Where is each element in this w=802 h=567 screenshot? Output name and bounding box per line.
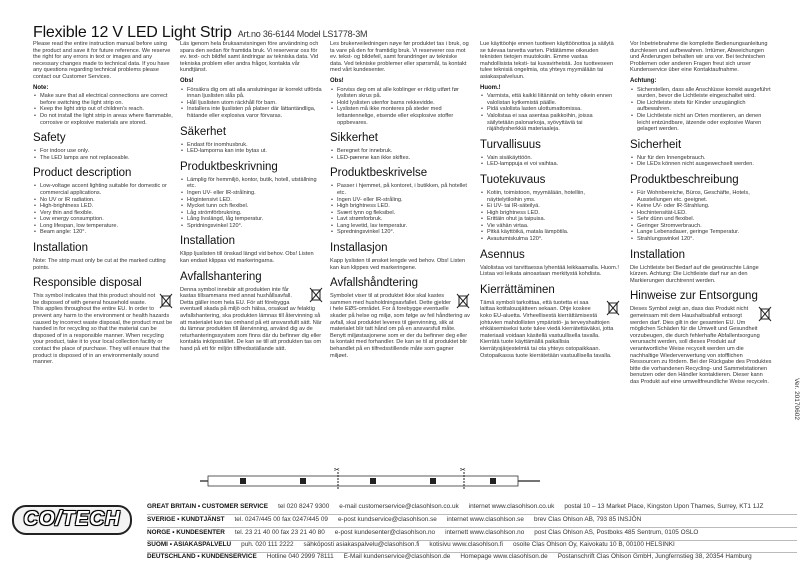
description-item: • Für Wohnbereiche, Büros, Geschäfte, Hotels, Ausstellungen etc. geeignet.	[630, 190, 772, 203]
description-heading: Tuotekuvaus	[480, 173, 546, 186]
led-chip	[370, 478, 376, 484]
description-item: • Beam angle: 120°.	[33, 229, 173, 236]
footer-tel: Hotline 040 2999 78111	[266, 553, 334, 560]
column-norwegian	[330, 41, 470, 461]
description-item: • Ingen UV- eller IR-stråling.	[330, 197, 470, 204]
intro-text: Les brukerveiledningen nøye før produktet tas i bruk, og ta vare på den for framtidig bruk. Vi reserverer oss mot ev. tekst- og bildefeil, samt forandringer av tekniske data. Ved tekniske problemer eller spørsmål, ta kontakt med vårt kundesenter.	[330, 41, 469, 74]
description-item: • Avautumiskulma 120°.	[480, 236, 620, 243]
note-item: • Försäkra dig om att alla anslutningar är korrekt utförda innan ljuslisten slås på.	[180, 87, 323, 100]
description-item: • Sehr dünn und flexibel.	[630, 216, 772, 223]
footer-web: internett www.clasohlson.no	[445, 529, 525, 536]
safety-heading: Säkerhet	[180, 125, 227, 138]
safety-item: • The LED lamps are not replaceable.	[33, 155, 173, 162]
footer-tel: tel. 23 21 40 00 fax 23 21 40 80	[234, 529, 325, 536]
description-list	[630, 190, 772, 243]
description-item: • Ei UV- tai IR-säteilyä.	[480, 203, 620, 210]
description-item: • Lång livslängd, låg temperatur.	[180, 216, 323, 223]
description-item: • Lange Lebensdauer, geringe Temperatur.	[630, 229, 772, 236]
footer-divider	[147, 527, 797, 528]
footer-post: post Clas Ohlson AS, Postboks 485 Sentrum, 0105 OSLO	[534, 529, 699, 536]
description-item: • Högintensivt LED.	[180, 197, 323, 204]
safety-list	[330, 148, 470, 161]
scissors-icon: ✂	[334, 466, 340, 474]
footer-row	[147, 553, 762, 562]
column-english	[33, 41, 173, 461]
installation-text: Note: The strip must only be cut at the marked cutting points.	[33, 258, 166, 271]
footer-tel: tel. 0247/445 00 fax 0247/445 09	[234, 516, 328, 523]
disposal-body: This symbol indicates that this product should not be disposed of with general household waste. This applies throughout the entire EU. In order to prevent any harm to the environment or health hazards caused by incorrect waste disposal, the product must be handed in for recycling so that the material can be disposed of in a responsible manner. When recycling your product, take it to your local collection facility or contact the place of purchase. They will ensure that the product is disposed of in an environmentally sound manner.	[33, 293, 173, 366]
safety-item: • LED-lamppuja ei voi vaihtaa.	[480, 161, 620, 168]
description-item: • Low-voltage accent lighting suitable for domestic or commercial applications.	[33, 183, 173, 196]
note-heading: Obs!	[330, 77, 344, 84]
description-item: • Kotiin, toimistoon, myymälään, hotelliin, näyttelytiloihin yms.	[480, 190, 620, 203]
description-item: • Mycket tunn och flexibel.	[180, 203, 323, 210]
note-heading: Obs!	[180, 77, 194, 84]
description-item: • No UV or IR radiation.	[33, 197, 173, 204]
description-item: • High-brightness LED.	[33, 203, 173, 210]
note-item: • Varmista, että kaikki liitännät on tehty oikein ennen valolistan kytkemistä päälle.	[480, 93, 620, 106]
disposal-text	[630, 306, 772, 385]
intro-text: Läs igenom hela bruksanvisningen före användning och spara den sedan för framtida bruk. Vi reserverar oss för ev. text- och bildfel samt ändringar av tekniska data. Vid tekniska problem eller andra frågor, kontakta vår kundtjänst.	[180, 41, 319, 74]
installation-heading: Installation	[630, 248, 685, 261]
note-item: • Valolistaa ei saa asentaa paikkoihin, joissa säilytetään palonarkoja, syövyttäviä tai räjähdysherkkiä materiaaleja.	[480, 113, 620, 133]
description-item: • Pitkä käyttöikä, matala lämpötila.	[480, 229, 620, 236]
description-item: • Hochintensität-LED.	[630, 210, 772, 217]
safety-item: • Die LEDs können nicht ausgewechselt werden.	[630, 161, 772, 168]
disposal-text	[180, 287, 323, 353]
footer-email: e-mail customerservice@clasohlson.co.uk	[339, 503, 459, 510]
description-item: • Strahlungswinkel 120°.	[630, 236, 772, 243]
footer-row	[147, 541, 685, 550]
note-list	[330, 87, 470, 127]
footer-country: SVERIGE • KUNDTJÄNST	[147, 516, 225, 523]
column-german	[630, 41, 772, 501]
footer-post: osoite Clas Ohlson Oy, Kaivokatu 10 B, 00100 HELSINKI	[512, 541, 675, 548]
note-item: • Håll ljuslisten utom räckhåll för barn.	[180, 100, 323, 107]
led-chip	[240, 478, 246, 484]
installation-text: Klipp ljuslisten till önskad längd vid behov. Obs! Listen kan endast klippas vid markeringarna.	[180, 251, 314, 265]
footer-web: Homepage www.clasohlson.de	[460, 553, 548, 560]
title-art-number: Art.no 36-6144 Model LS1778-3M	[237, 29, 368, 39]
led-chip	[430, 478, 436, 484]
note-item: • Make sure that all electrical connections are correct before switching the light strip on.	[33, 93, 173, 106]
disposal-heading: Kierrättäminen	[480, 283, 555, 296]
description-list	[330, 183, 470, 236]
safety-item: • For indoor use only.	[33, 148, 173, 155]
page-title	[33, 24, 367, 42]
installation-heading: Installation	[180, 235, 235, 248]
title-main: Flexible 12 V LED Light Strip	[33, 24, 232, 41]
note-item: • Die Lichtleiste nicht an Orten montieren, an denen leicht entzündbare, ätzende oder explosive Waren gelagert werden.	[630, 113, 772, 133]
disposal-text	[330, 293, 470, 359]
column-finnish	[480, 41, 620, 461]
installation-text: Die Lichtleiste bei Bedarf auf die gewünschte Länge kürzen. Achtung: Die Lichtleiste darf nur an den Markierungen durchtrennt werden.	[630, 264, 759, 284]
safety-item: • LED-pærene kan ikke skiftes.	[330, 155, 470, 162]
safety-heading: Sikkerhet	[330, 132, 378, 145]
footer-web: internet www.clasohlson.se	[446, 516, 524, 523]
footer-web: kotisivu www.clasohlson.fi	[429, 541, 503, 548]
safety-list	[180, 142, 323, 155]
installation-text: Valolistaa voi tarvittaessa lyhentää leikkaamalla. Huom.! Listaa voi leikata ainoastaan merkitystä kohdista.	[480, 264, 619, 278]
description-item: • Lavt strømforbruk.	[330, 216, 470, 223]
safety-heading: Turvallisuus	[480, 138, 541, 151]
disposal-heading: Avfallshantering	[180, 270, 262, 283]
description-item: • High brightness LED.	[480, 210, 620, 217]
note-item: • Keep the light strip out of children's reach.	[33, 106, 173, 113]
note-list	[630, 87, 772, 133]
column-swedish	[180, 41, 323, 461]
note-item: • Hold lyslisten utenfor barns rekkevidde.	[330, 100, 470, 107]
installation-heading: Asennus	[480, 248, 525, 261]
installation-heading: Installasjon	[330, 242, 388, 255]
disposal-body: Symbolet viser til at produktet ikke skal kastes sammen med husholdningsavfallet. Dette gjelder i hele EØS-området. For å forebygge eventuelle skader på helse og miljø, som følge av feil håndtering av avfall, skal produktet leveres til gjenvinning, slik at materialet blir tatt hånd om på en ansvarsfull måte. Benytt miljøstasjonene som er der du befinner deg eller ta kontakt med forhandler. De kan se til at produktet blir behandlet på en tilfredsstillende måte som gagner miljøet.	[330, 293, 470, 359]
note-list	[180, 87, 323, 120]
description-item: • Ingen UV- eller IR-strålning.	[180, 190, 323, 197]
footer-tel: puh. 020 111 2222	[241, 541, 294, 548]
footer-email: e-post kundservice@clasohlson.se	[337, 516, 437, 523]
description-item: • Lämplig för hemmiljö, kontor, butik, hotell, utställning etc.	[180, 177, 323, 190]
safety-item: • Endast för inomhusbruk.	[180, 142, 323, 149]
note-item: • Installera inte ljuslisten på platser där lättantändliga, frätande eller explosiva varor förvaras.	[180, 106, 323, 119]
footer-country: NORGE • KUNDESENTER	[147, 529, 225, 536]
description-item: • Passer i hjemmet, på kontoret, i butikken, på hotellet etc.	[330, 183, 470, 196]
installation-text: Kapp lyslisten til ønsket lengde ved behov. Obs! Listen kan kun klippes ved markeringene.	[330, 258, 466, 271]
version-label: Ver. 20170602	[793, 378, 800, 420]
note-item: • Sicherstellen, dass alle Anschlüsse korrekt ausgeführt wurden, bevor die Lichtleiste eingeschaltet wird.	[630, 87, 772, 100]
disposal-heading: Responsible disposal	[33, 277, 142, 290]
description-item: • Very thin and flexible.	[33, 210, 173, 217]
description-list	[480, 190, 620, 243]
intro-text: Please read the entire instruction manual before using the product and save it for future reference. We reserve the right for any errors in text or images and any necessary changes made to technical data. If you have any questions regarding technical problems please contact our Customer Services.	[33, 41, 171, 80]
note-heading: Achtung:	[630, 77, 657, 84]
note-list	[480, 93, 620, 133]
crossed-bin-icon	[758, 306, 772, 322]
safety-list	[33, 148, 173, 161]
description-item: • Low energy consumption.	[33, 216, 173, 223]
note-heading: Huom.!	[480, 84, 501, 91]
safety-list	[630, 155, 772, 168]
footer-post: postal 10 – 13 Market Place, Kingston Upon Thames, Surrey, KT1 1JZ	[564, 503, 764, 510]
intro-text: Lue käyttöohje ennen tuotteen käyttöönottoa ja säilytä se tulevaa tarvetta varten. Pidätämme oikeuden teknisten tietojen muutoksiin. Emme vastaa mahdollisista teksti- tai kuvavirheistä. Jos tuotteeseen tulee teknisiä ongelmia, ota yhteys myymälään tai asiakaspalveluun.	[480, 41, 614, 80]
strip-body	[208, 476, 518, 486]
crossed-bin-icon	[606, 300, 620, 316]
footer-row	[147, 516, 651, 525]
safety-item: • Beregnet for innebruk.	[330, 148, 470, 155]
disposal-text	[33, 293, 173, 366]
note-item: • Do not install the light strip in areas where flammable, corrosive or explosive materials are stored.	[33, 113, 173, 126]
footer-divider	[147, 514, 797, 515]
intro-text: Vor Inbetriebnahme die komplette Bedienungsanleitung durchlesen und aufbewahren. Irrtümer, Abweichungen und Änderungen behalten wir uns vor. Bei technischen Problemen oder anderen Fragen freut sich unser Kundenservice über eine Kontaktaufnahme.	[630, 41, 768, 74]
note-heading: Note:	[33, 84, 49, 91]
description-item: • Erittäin ohut ja taipuisa.	[480, 216, 620, 223]
safety-heading: Safety	[33, 132, 66, 145]
footer-email: sähköposti asiakaspalvelu@clasohlson.fi	[303, 541, 420, 548]
description-item: • Låg strömförbrukning.	[180, 210, 323, 217]
description-item: • Spridningsvinkel 120°.	[180, 223, 323, 230]
safety-item: • LED-lamporna kan inte bytas ut.	[180, 148, 323, 155]
safety-list	[480, 155, 620, 168]
footer-web: internet www.clasohlson.co.uk	[468, 503, 555, 510]
led-strip-diagram	[200, 466, 540, 496]
led-chip	[300, 478, 306, 484]
note-item: • Lyslisten må ikke monteres på steder med lettantennelige, etsende eller eksplosive stoffer oppbevares.	[330, 106, 470, 126]
footer-row	[147, 503, 773, 512]
footer-post: Postanschrift Clas Ohlson GmbH, Jungfernstieg 38, 20354 Hamburg	[557, 553, 752, 560]
note-item: • Die Lichtleiste stets für Kinder unzugänglich aufbewahren.	[630, 100, 772, 113]
description-item: • Spredningsvinkel 120°.	[330, 229, 470, 236]
safety-item: • Vain sisäkäyttöön.	[480, 155, 620, 162]
crossed-bin-icon	[456, 293, 470, 309]
footer-post: brev Clas Ohlson AB, 793 85 INSJÖN	[533, 516, 642, 523]
description-item: • Geringer Stromverbrauch.	[630, 223, 772, 230]
safety-heading: Sicherheit	[630, 138, 682, 151]
disposal-body: Denna symbol innebär att produkten inte får kastas tillsammans med annat hushållsavfall. Detta gäller inom hela EU. För att förebygga eventuell skada på miljö och hälsa, orsakad av felaktig avfallshantering, ska produkten lämnas till återvinning så att materialet kan tas omhand på ett ansvarsfullt sätt. När du lämnar produkten till återvinning, använd dig av de returhanteringssystem som finns där du befinner dig eller kontakta inköpsstället. De kan se till att produkten tas om hand på ett för miljön tillfredsställande sätt.	[180, 286, 322, 352]
note-list	[33, 93, 173, 126]
footer-tel: tel 020 8247 9300	[278, 503, 330, 510]
description-item: • High brightness LED.	[330, 203, 470, 210]
installation-heading: Installation	[33, 242, 88, 255]
description-item: • Lang levetid, lav temperatur.	[330, 223, 470, 230]
footer-country: GREAT BRITAIN • CUSTOMER SERVICE	[147, 503, 269, 510]
description-heading: Produktbeschreibung	[630, 173, 739, 186]
description-heading: Produktbeskrivelse	[330, 167, 428, 180]
description-item: • Vie vähän virtaa.	[480, 223, 620, 230]
note-item: • Forviss deg om at alle koblinger er riktig utført før lyslisten skrus på.	[330, 87, 470, 100]
cotech-logo: CO/TECH	[12, 505, 132, 535]
scissors-icon: ✂	[460, 466, 466, 474]
footer-email: e-post kundesenter@clasohlson.no	[334, 529, 436, 536]
crossed-bin-icon	[159, 293, 173, 309]
footer-country: DEUTSCHLAND • KUNDENSERVICE	[147, 553, 257, 560]
description-item: • Keine UV- oder IR-Strahlung.	[630, 203, 772, 210]
disposal-heading: Avfallshåndtering	[330, 277, 419, 290]
crossed-bin-icon	[309, 287, 323, 303]
disposal-body: Dieses Symbol zeigt an, dass das Produkt nicht gemeinsam mit dem Haushaltsabfall entsorgt werden darf. Dies gilt in der gesamten EU. Um möglichen Schäden für die Umwelt und Gesundheit vorzubeugen, die durch fehlerhafte Abfallentsorgung verursacht werden, soll dieses Produkt auf verantwortliche Weise recycelt werden um die nachhaltige Wiederverwertung von stofflichen Ressourcen zu fördern. Bei der Rückgabe des Produktes bitte die vorhandenen Recycling- und Sammelstationen benutzen oder den Händler kontaktieren. Dieser kann das Produkt auf eine umweltfreundliche Weise recyceln.	[630, 306, 772, 385]
disposal-body: Tämä symboli tarkoittaa, että tuotetta ei saa laittaa kotitalousjätteen sekaan. Ohje koskee koko EU-aluetta. Virheellisestä kierrättämisestä johtuvien mahdollisten ympäristö- ja terveyshaittojen ehkäisemiseksi tuote tulee viedä kierrätettäväksi, jotta materiaali voidaan käsitellä vastuullisella tavalla. Kierrätä tuote käyttämällä paikallisia kierrätysjärjestelmiä tai ota yhteys ostopaikkaan. Ostopaikassa tuote kierrätetään vastuullisella tavalla.	[480, 299, 614, 359]
description-list	[33, 183, 173, 236]
description-heading: Produktbeskrivning	[180, 160, 278, 173]
footer-country: SUOMI • ASIAKASPALVELU	[147, 541, 232, 548]
led-chip	[490, 478, 496, 484]
disposal-text	[480, 300, 620, 359]
footer-row	[147, 529, 708, 538]
description-heading: Product description	[33, 167, 132, 180]
description-item: • Long lifespan, low temperature.	[33, 223, 173, 230]
description-list	[180, 177, 323, 230]
note-item: • Pidä valolista lasten ulottumattomissa.	[480, 106, 620, 113]
disposal-heading: Hinweise zur Entsorgung	[630, 290, 758, 303]
footer-email: E-Mail kundenservice@clasohlson.de	[343, 553, 451, 560]
description-item: • Svært tynn og fleksibel.	[330, 210, 470, 217]
safety-item: • Nur für den Innengebrauch.	[630, 155, 772, 162]
